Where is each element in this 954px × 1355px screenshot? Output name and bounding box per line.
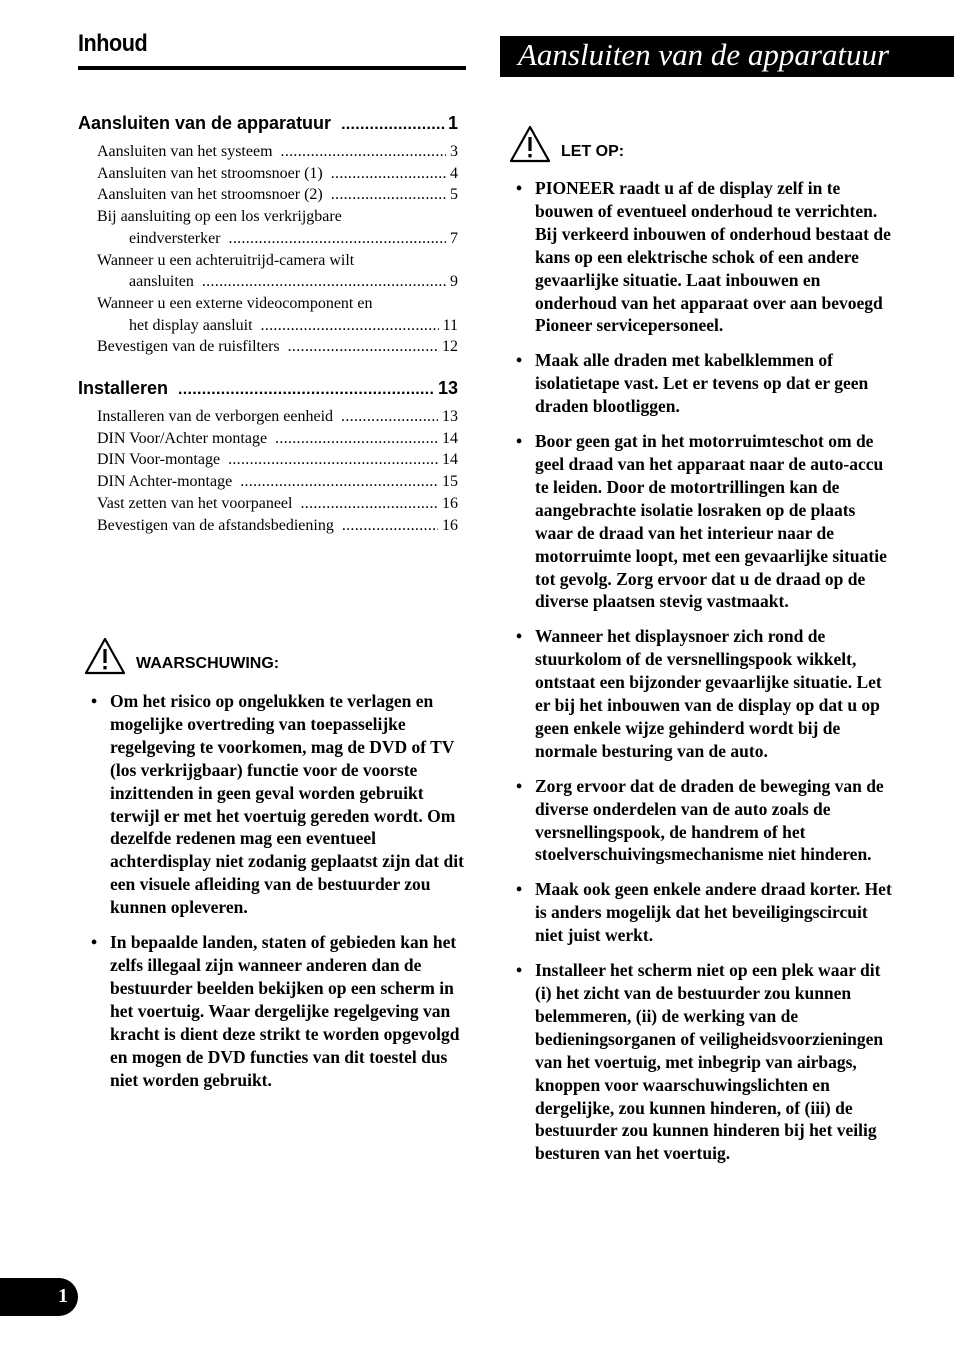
toc-item-text: DIN Voor-montage bbox=[97, 451, 221, 469]
toc-section-heading[interactable] bbox=[78, 113, 458, 139]
toc-item-page: 14 bbox=[442, 429, 458, 447]
toc-item-page: 7 bbox=[450, 229, 458, 247]
caution-bullet: • Maak alle draden met kabelklemmen of isolatietape vast. Let er tevens op dat er geen draden blootliggen. bbox=[516, 349, 894, 418]
title-rule bbox=[78, 66, 466, 70]
toc-item[interactable] bbox=[97, 471, 458, 493]
warning-triangle-icon bbox=[84, 637, 126, 675]
toc-items bbox=[97, 406, 458, 536]
toc-item[interactable] bbox=[97, 493, 458, 515]
toc-section-page: 1 bbox=[447, 113, 458, 133]
toc-item-text: Aansluiten van het stroomsnoer (1) bbox=[97, 164, 323, 182]
caution-title: LET OP: bbox=[561, 143, 625, 160]
toc-section-connecting bbox=[78, 113, 458, 358]
toc-item[interactable] bbox=[97, 206, 458, 249]
toc-item[interactable] bbox=[97, 406, 458, 428]
toc-item-page: 4 bbox=[450, 164, 458, 182]
toc-item-page: 11 bbox=[442, 316, 458, 334]
toc-item-page: 3 bbox=[450, 143, 458, 160]
caution-bullet: • Maak ook geen enkele andere draad korter. Het is anders mogelijk dat het beveiligingscircuit niet juist werkt. bbox=[516, 878, 894, 947]
section-banner bbox=[500, 36, 954, 77]
warning-list bbox=[91, 690, 469, 1103]
warning-bullet: • Om het risico op ongelukken te verlagen en mogelijke overtreding van toepasselijke regelgeving te voorkomen, mag de DVD of TV (los verkrijgbaar) functie voor de voorste inzittenden in geen geval worden gebruikt terwijl er met het voertuig gereden wordt. Om dezelfde redenen mag een eventueel achterdisplay niet zodanig geplaatst zijn dat dit een visuele afleiding van de bestuurder zou kunnen opleveren. bbox=[91, 690, 469, 919]
toc-leader bbox=[331, 163, 446, 185]
toc-item-text: Bevestigen van de ruisfilters bbox=[97, 338, 280, 356]
toc-section-title: Aansluiten van de apparatuur bbox=[78, 113, 332, 133]
warning-heading bbox=[84, 637, 279, 675]
warning-title: WAARSCHUWING: bbox=[136, 655, 280, 672]
page-number-tab bbox=[0, 1278, 78, 1316]
toc-leader bbox=[202, 271, 446, 293]
toc-item[interactable] bbox=[97, 515, 458, 537]
toc-leader bbox=[331, 184, 446, 206]
toc-leader bbox=[288, 336, 438, 358]
toc-item-text: Aansluiten van het stroomsnoer (2) bbox=[97, 186, 323, 204]
toc-item-text: aansluiten bbox=[129, 273, 194, 291]
toc-item-text: Wanneer u een achteruitrijd-camera wilt bbox=[97, 251, 355, 269]
caution-heading bbox=[509, 125, 624, 163]
toc-item-text: DIN Achter-montage bbox=[97, 473, 233, 491]
toc-leader bbox=[341, 406, 438, 428]
caution-bullet: • PIONEER raadt u af de display zelf in te bouwen of eventueel onderhoud te verrichten. Bij verkeerd inbouwen of onderhoud bestaat de kans op een elektrische schok of een andere gevaarlijke situatie. Laat inbouwen en onderhoud van het apparaat over aan bevoegd Pioneer servicepersoneel. bbox=[516, 177, 894, 337]
toc-leader bbox=[281, 141, 446, 163]
toc-section-page: 13 bbox=[437, 378, 458, 398]
toc-item-page: 16 bbox=[442, 516, 458, 534]
toc-item-text: Bij aansluiting op een los verkrijgbare bbox=[97, 208, 342, 226]
caution-bullet: • Zorg ervoor dat de draden de beweging van de diverse onderdelen van de auto zoals de versnellingspook, de handrem of het stoelverschuivingsmechanisme niet hinderen. bbox=[516, 775, 894, 867]
warning-triangle-icon bbox=[509, 125, 551, 163]
toc-item-page: 9 bbox=[450, 273, 458, 291]
toc-item-text: Wanneer u een externe videocomponent en bbox=[97, 294, 373, 312]
toc-leader bbox=[261, 315, 439, 337]
caution-bullet: • Installeer het scherm niet op een plek waar dit (i) het zicht van de bestuurder zou kunnen belemmeren, (ii) de werking van de bedieningsorganen of veiligheidsvoorzieningen van het voertuig, met inbegrip van airbags, knoppen voor waarschuwingslichten en dergelijke, zou kunnen hinderen, of (iii) de bestuurder zou kunnen hinderen bij het veilig besturen van het voertuig. bbox=[516, 959, 894, 1165]
toc-item-text: Installeren van de verborgen eenheid bbox=[97, 408, 334, 425]
toc-item-text: Aansluiten van het systeem bbox=[97, 143, 273, 160]
toc-item-page: 13 bbox=[442, 408, 458, 425]
toc-item[interactable] bbox=[97, 163, 458, 185]
toc-section-installing bbox=[78, 378, 458, 536]
toc-item-page: 16 bbox=[442, 494, 458, 512]
warning-bullet: • In bepaalde landen, staten of gebieden kan het zelfs illegaal zijn wanneer anderen dan de bestuurder beelden bekijken op een scherm in het voertuig. Waar dergelijke regelgeving van kracht is dient deze strikt te worden opgevolgd en mogen de DVD functies van dit toestel dus niet worden gebruikt. bbox=[91, 931, 469, 1091]
toc-item-text: eindversterker bbox=[129, 229, 221, 247]
toc-item[interactable] bbox=[97, 336, 458, 358]
contents-title: Inhoud bbox=[78, 30, 148, 57]
toc-item-page: 5 bbox=[450, 186, 458, 204]
toc-items bbox=[97, 141, 458, 358]
caution-bullet: • Boor geen gat in het motorruimteschot om de geel draad van het apparaat naar de auto-accu te leiden. Door de motortrillingen kan de aangebrachte isolatie losraken op de plaats waar de draad van het interieur naar de motorruimte loopt, met een gevaarlijke situatie tot gevolg. Zorg ervoor dat u de draad op de diverse plaatsen stevig vastmaakt. bbox=[516, 430, 894, 613]
page-number: 1 bbox=[58, 1285, 68, 1307]
toc-item[interactable] bbox=[97, 184, 458, 206]
toc-item[interactable] bbox=[97, 293, 458, 336]
toc-leader bbox=[240, 471, 438, 493]
caution-bullet: • Wanneer het displaysnoer zich rond de stuurkolom of de versnellingspook wikkelt, ontstaat een bijzonder gevaarlijke situatie. Let er bij het inbouwen van de display op dat u op geen enkele wijze gehinderd wordt bij de normale besturing van de auto. bbox=[516, 625, 894, 762]
toc-item-text: Vast zetten van het voorpaneel bbox=[97, 494, 293, 512]
toc-item-text: Bevestigen van de afstandsbediening bbox=[97, 516, 334, 534]
toc-leader bbox=[178, 381, 434, 399]
toc-leader bbox=[228, 449, 438, 471]
toc-item-page: 14 bbox=[442, 451, 458, 469]
toc-leader bbox=[342, 515, 438, 537]
caution-list bbox=[516, 177, 894, 1177]
toc-leader bbox=[275, 428, 438, 450]
toc-leader bbox=[300, 493, 438, 515]
toc-item[interactable] bbox=[97, 428, 458, 450]
toc-item[interactable] bbox=[97, 250, 458, 293]
toc-item[interactable] bbox=[97, 449, 458, 471]
toc-section-heading[interactable] bbox=[78, 378, 458, 404]
toc-leader bbox=[341, 116, 444, 134]
toc-item-page: 12 bbox=[442, 338, 458, 356]
toc-item-text: het display aansluit bbox=[129, 316, 253, 334]
section-title: Aansluiten van de apparatuur bbox=[518, 37, 890, 72]
toc-leader bbox=[229, 228, 446, 250]
toc-item[interactable] bbox=[97, 141, 458, 163]
toc-item-text: DIN Voor/Achter montage bbox=[97, 429, 268, 447]
toc-item-page: 15 bbox=[442, 473, 458, 491]
toc-section-title: Installeren bbox=[78, 378, 169, 398]
